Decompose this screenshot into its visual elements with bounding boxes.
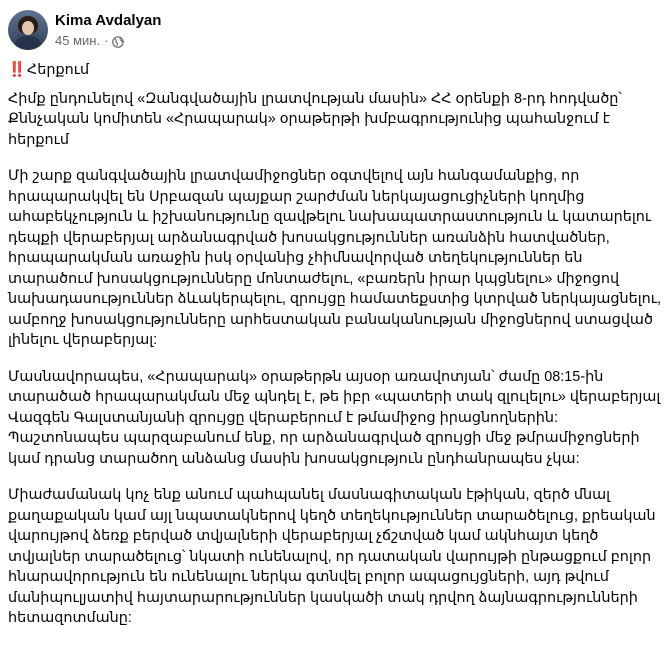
post-paragraph: Միաժամանակ կոչ ենք անում պահպանել մասնագիտական էթիկան, զերծ մնալ քաղաքական կամ այլ նպատակներով կեղծ տեղեկություններ տարածելուց, քրեական վարույթով ձեռք բերված տվյալների վերաբերյալ չճշտված կամ ակնհայտ կեղծ տվյալներ տարածելուց՝ նկատի ունենալով, որ դատական վարույթի ընթացքում բոլոր հնարավորություն են ունենալու ներկա գտնվել բոլոր ապացույցների, այդ թվում մանիպուլյատիվ հայտարարություններ կասկածի տակ դրվող ձայնագրությունների հետազոտմանը: xyxy=(8,487,656,626)
post-paragraph: Մասնավորապես, «Հրապարակ» օրաթերթն այսօր առավոտյան՝ ժամը 08:15-ին տարածած հրապարակման մեջ պնդել է, թե իբր «պատերի տակ զլուլելու» վերաբերյալ Վազգեն Գալստանյանի զրույցը վերաբերում է թմամիջոց իրացնողներին: Պաշտոնապես պարզաբանում ենք, որ արձանագրված զրույցի մեջ թմրամիջոցների կամ դրանց տարածող անձանց մասին խոսակցություն ընդհանրապես չկա: xyxy=(8,368,661,467)
meta-separator: · xyxy=(104,33,109,48)
post-content xyxy=(8,60,663,645)
avatar-body xyxy=(15,36,41,50)
author-name[interactable]: Kima Avdalyan xyxy=(55,12,162,29)
post-meta xyxy=(55,32,161,49)
headline-text: Հերքում xyxy=(26,62,90,78)
double-exclamation-icon: ‼️ xyxy=(8,62,26,78)
post-paragraph: Հիմք ընդունելով «Զանգվածային լրատվության մասին» ՀՀ օրենքի 8-րդ հոդվածը՝ Քննչական կոմիտեն «Հրապարակ» օրաթերթի խմբագրությունից պահանջում է հերքում xyxy=(8,90,622,148)
globe-icon[interactable] xyxy=(112,35,124,47)
post-time[interactable]: 45 мин. xyxy=(55,33,101,48)
post-header xyxy=(8,10,161,50)
avatar-face xyxy=(22,21,34,35)
avatar[interactable] xyxy=(8,10,48,50)
post-headline xyxy=(8,60,663,81)
post-header-text xyxy=(55,11,161,49)
post-paragraph: Մի շարք զանգվածային լրատվամիջոցներ օգտվելով այն հանգամանքից, որ հրապարակվել են Սրբազան պայքար շարժման ներկայացուցիչների կողմից ահաբեկչություն և իշխանությունը զավթելու նախապատրաստություն և կատարելու դեպքի վերաբերյալ արձանագրված խոսակցություններ առանձին հատվածներ, հրապարակման առաջին իսկ օրվանից չհիմնավորված տեղեկություններ են տարածում խոսակցությունները մոնտաժելու, «բառերն իրար կպցնելու» միջոցով նախադասություններ ձևակերպելու, զրույցը համատեքստից կտրված ներկայացնելու, ամբողջ խոսակցությունները արհեստական բանականության միջոցներով ստացված լինելու վերաբերյալ: xyxy=(8,168,662,348)
